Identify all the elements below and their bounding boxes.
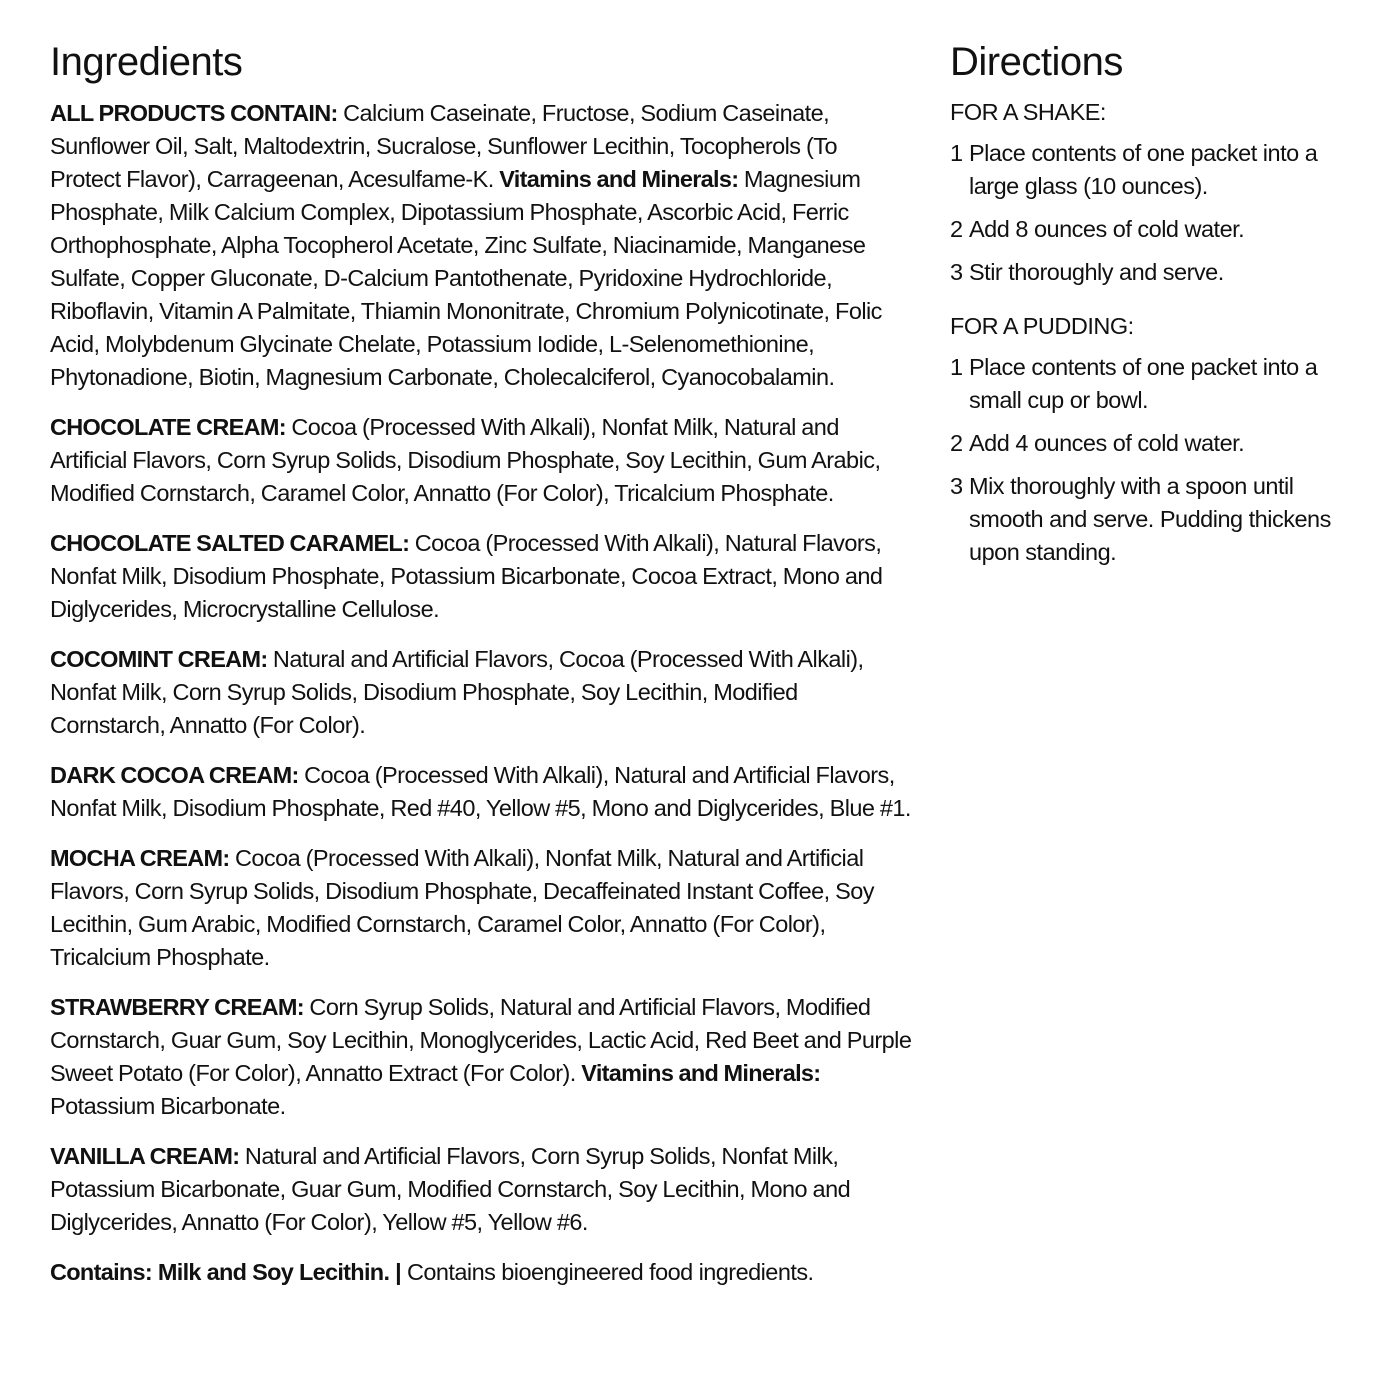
vitamins-text: Magnesium Phosphate, Milk Calcium Complex, Dipotassium Phosphate, Ascorbic Acid, Ferric Orthophosphate, Alpha Tocopherol Acetate, Zinc Sulfate, Niacinamide, Manganese Sulfate, Copper Gluconate, D-Calcium Pantothenate, Pyridoxine Hydrochloride, Riboflavin, Vitamin A Palmitate, Thiamin Mononitrate, Chromium Polynicotinate, Folic Acid, Molybdenum Glycinate Chelate, Potassium Iodide, L-Selenomethionine, Phytonadione, Biotin, Magnesium Carbonate, Cholecalciferol, Cyanocobalamin. (50, 166, 882, 390)
step-text: Place contents of one packet into a large glass (10 ounces). (969, 140, 1318, 199)
dark-cocoa-cream-text: Cocoa (Processed With Alkali), Natural and Artificial Flavors, Nonfat Milk, Disodium Phosphate, Red #40, Yellow #5, Mono and Diglycerides, Blue #1. (50, 762, 911, 821)
shake-label: FOR A SHAKE: (950, 99, 1106, 125)
dark-cocoa-cream-label: DARK COCOA CREAM: (50, 762, 299, 788)
directions-heading: Directions (950, 40, 1123, 84)
strawberry-vitamins-text: Potassium Bicarbonate. (50, 1093, 286, 1119)
chocolate-salted-caramel-label: CHOCOLATE SALTED CARAMEL: (50, 530, 410, 556)
all-products-text: Calcium Caseinate, Fructose, Sodium Caseinate, Sunflower Oil, Salt, Maltodextrin, Sucralose, Sunflower Lecithin, Tocopherols (To Protect Flavor), Carrageenan, Acesulfame-K. (50, 100, 837, 192)
step-text: Stir thoroughly and serve. (969, 259, 1224, 285)
pudding-step (950, 427, 1350, 460)
strawberry-cream-paragraph (50, 991, 912, 1123)
directions-section (950, 40, 1350, 579)
vanilla-cream-paragraph (50, 1140, 912, 1239)
shake-step (950, 256, 1350, 289)
mocha-cream-text: Cocoa (Processed With Alkali), Nonfat Milk, Natural and Artificial Flavors, Corn Syrup Solids, Disodium Phosphate, Decaffeinated Instant Coffee, Soy Lecithin, Gum Arabic, Modified Cornstarch, Caramel Color, Annatto (For Color), Tricalcium Phosphate. (50, 845, 874, 970)
chocolate-cream-paragraph (50, 411, 912, 510)
mocha-cream-label: MOCHA CREAM: (50, 845, 230, 871)
strawberry-cream-label: STRAWBERRY CREAM: (50, 994, 304, 1020)
pudding-label: FOR A PUDDING: (950, 313, 1134, 339)
step-number: 1 (950, 140, 963, 166)
spacer (950, 299, 1350, 307)
step-text: Mix thoroughly with a spoon until smooth and serve. Pudding thickens upon standing. (969, 473, 1331, 565)
ingredients-heading: Ingredients (50, 40, 243, 84)
chocolate-salted-caramel-paragraph (50, 527, 912, 626)
pudding-step (950, 351, 1350, 417)
cocomint-cream-text: Natural and Artificial Flavors, Cocoa (Processed With Alkali), Nonfat Milk, Corn Syrup Solids, Disodium Phosphate, Soy Lecithin, Modified Cornstarch, Annatto (For Color). (50, 646, 864, 738)
mocha-cream-paragraph (50, 842, 912, 974)
bioengineered-text: Contains bioengineered food ingredients. (400, 1259, 814, 1285)
step-number: 3 (950, 473, 963, 499)
vanilla-cream-label: VANILLA CREAM: (50, 1143, 240, 1169)
step-text: Add 4 ounces of cold water. (969, 430, 1245, 456)
allergen-label: Contains: Milk and Soy Lecithin. | (50, 1259, 401, 1285)
vitamins-label: Vitamins and Minerals: (499, 166, 739, 192)
cocomint-cream-label: COCOMINT CREAM: (50, 646, 268, 672)
step-number: 1 (950, 354, 963, 380)
ingredients-section (50, 40, 912, 1289)
step-number: 2 (950, 216, 963, 242)
all-products-label: ALL PRODUCTS CONTAIN: (50, 100, 338, 126)
dark-cocoa-cream-paragraph (50, 759, 912, 825)
strawberry-cream-text: Corn Syrup Solids, Natural and Artificial Flavors, Modified Cornstarch, Guar Gum, Soy Lecithin, Monoglycerides, Lactic Acid, Red Beet and Purple Sweet Potato (For Color), Annatto Extract (For Color). (50, 994, 912, 1086)
cocomint-cream-paragraph (50, 643, 912, 742)
step-number: 2 (950, 430, 963, 456)
allergen-statement (50, 1256, 912, 1289)
strawberry-vitamins-label: Vitamins and Minerals: (581, 1060, 821, 1086)
chocolate-salted-caramel-text: Cocoa (Processed With Alkali), Natural Flavors, Nonfat Milk, Disodium Phosphate, Potassium Bicarbonate, Cocoa Extract, Mono and Diglycerides, Microcrystalline Cellulose. (50, 530, 883, 622)
chocolate-cream-label: CHOCOLATE CREAM: (50, 414, 286, 440)
shake-step (950, 213, 1350, 246)
all-products-paragraph (50, 97, 912, 394)
step-text: Place contents of one packet into a small cup or bowl. (969, 354, 1318, 413)
step-text: Add 8 ounces of cold water. (969, 216, 1245, 242)
step-number: 3 (950, 259, 963, 285)
shake-step (950, 137, 1350, 203)
pudding-step (950, 470, 1350, 569)
chocolate-cream-text: Cocoa (Processed With Alkali), Nonfat Milk, Natural and Artificial Flavors, Corn Syrup Solids, Disodium Phosphate, Soy Lecithin, Gum Arabic, Modified Cornstarch, Caramel Color, Annatto (For Color), Tricalcium Phosphate. (50, 414, 881, 506)
vanilla-cream-text: Natural and Artificial Flavors, Corn Syrup Solids, Nonfat Milk, Potassium Bicarbonate, Guar Gum, Modified Cornstarch, Soy Lecithin, Mono and Diglycerides, Annatto (For Color), Yellow #5, Yellow #6. (50, 1143, 851, 1235)
